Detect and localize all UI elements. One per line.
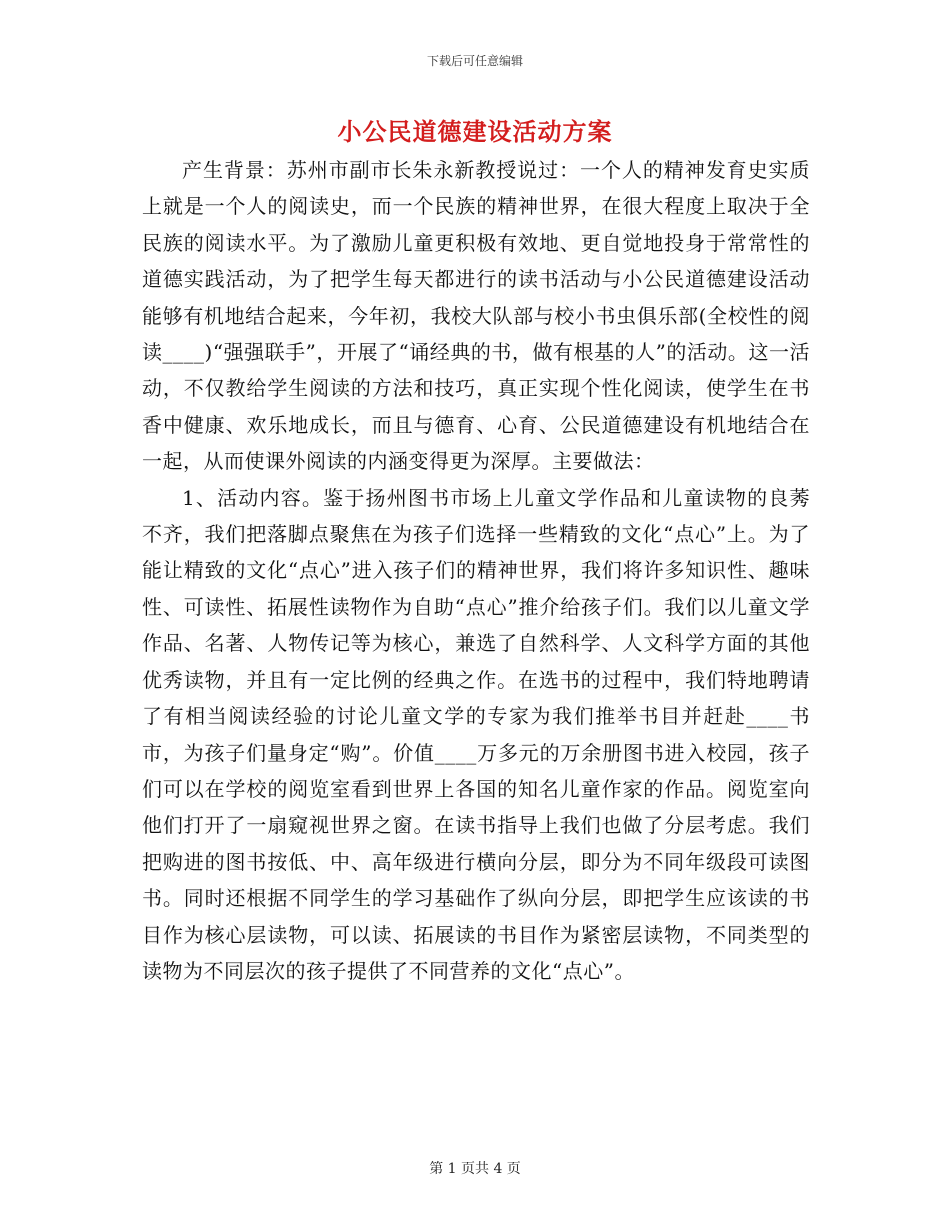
paragraph-activity-content: 1、活动内容。鉴于扬州图书市场上儿童文学作品和儿童读物的良莠不齐，我们把落脚点聚焦在为孩子们选择一些精致的文化“点心”上。为了能让精致的文化“点心”进入孩子们的精神世界，我们将许多知识性、趣味性、可读性、拓展性读物作为自助“点心”推介给孩子们。我们以儿童文学作品、名著、人物传记等为核心，兼选了自然科学、人文科学方面的其他优秀读物，并且有一定比例的经典之作。在选书的过程中，我们特地聘请了有相当阅读经验的讨论儿童文学的专家为我们推举书目并赶赴____书市，为孩子们量身定“购”。价值____万多元的万余册图书进入校园，孩子们可以在学校的阅览室看到世界上各国的知名儿童作家的作品。阅览室向他们打开了一扇窥视世界之窗。在读书指导上我们也做了分层考虑。我们把购进的图书按低、中、高年级进行横向分层，即分为不同年级段可读图书。同时还根据不同学生的学习基础作了纵向分层，即把学生应该读的书目作为核心层读物，可以读、拓展读的书目作为紧密层读物，不同类型的读物为不同层次的孩子提供了不同营养的文化“点心”。 [142, 485, 810, 983]
document-body [142, 152, 810, 989]
document-title: 小公民道德建设活动方案 [337, 118, 613, 146]
paragraph-background: 产生背景：苏州市副市长朱永新教授说过：一个人的精神发育史实质上就是一个人的阅读史，而一个民族的精神世界，在很大程度上取决于全民族的阅读水平。为了激励儿童更积极有效地、更自觉地投身于常常性的道德实践活动，为了把学生每天都进行的读书活动与小公民道德建设活动能够有机地结合起来，今年初，我校大队部与校小书虫俱乐部(全校性的阅读____)“强强联手”，开展了“诵经典的书，做有根基的人”的活动。这一活动，不仅教给学生阅读的方法和技巧，真正实现个性化阅读，使学生在书香中健康、欢乐地成长，而且与德育、心育、公民道德建设有机地结合在一起，从而使课外阅读的内涵变得更为深厚。主要做法： [142, 158, 810, 474]
page-footer: 第 1 页共 4 页 [429, 1161, 521, 1177]
page-header: 下载后可任意编辑 [426, 54, 523, 68]
